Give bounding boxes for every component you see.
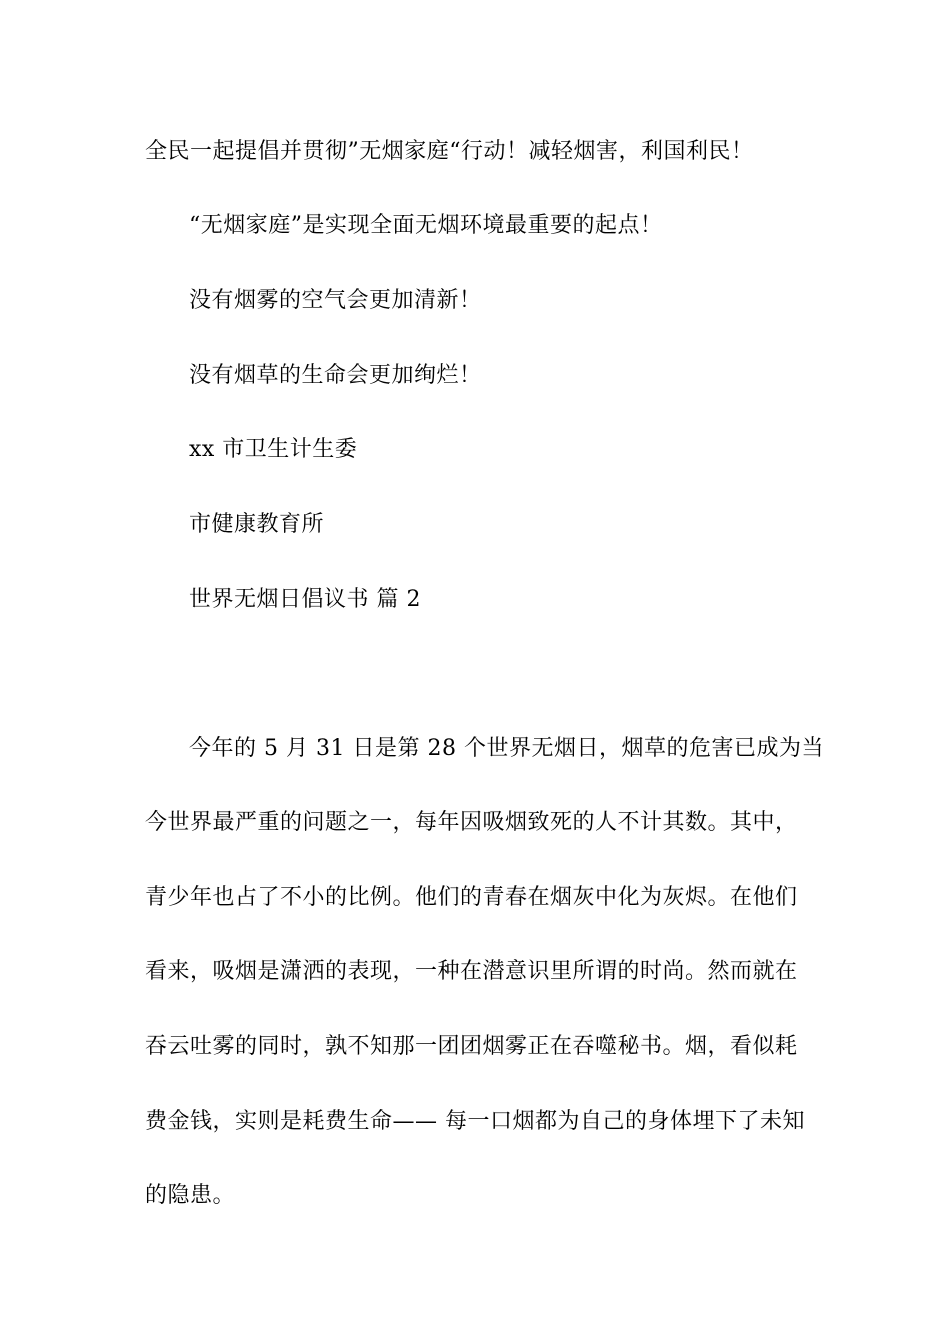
paragraph-2: “无烟家庭”是实现全面无烟环境最重要的起点！ bbox=[189, 213, 663, 238]
body-line: 青少年也占了不小的比例。他们的青春在烟灰中化为灰烬。在他们 bbox=[145, 885, 798, 910]
body-line: 看来，吸烟是潇洒的表现，一种在潜意识里所谓的时尚。然而就在 bbox=[145, 959, 798, 984]
paragraph-1-line-1: 全民一起提倡并贯彻”无烟家庭“行动！减轻烟害，利国利民！ bbox=[145, 139, 754, 164]
body-line: 今年的 5 月 31 日是第 28 个世界无烟日，烟草的危害已成为当 bbox=[189, 736, 824, 761]
paragraph-3: 没有烟雾的空气会更加清新！ bbox=[189, 288, 482, 313]
body-line: 费金钱，实则是耗费生命—— 每一口烟都为自己的身体埋下了未知 bbox=[145, 1109, 805, 1134]
signature-department: 市健康教育所 bbox=[189, 512, 325, 537]
section-heading: 世界无烟日倡议书 篇 2 bbox=[189, 587, 421, 612]
body-line: 吞云吐雾的同时，孰不知那一团团烟雾正在吞噬秘书。烟，看似耗 bbox=[145, 1034, 798, 1059]
signature-organization: xx 市卫生计生委 bbox=[189, 437, 358, 462]
body-line: 今世界最严重的问题之一，每年因吸烟致死的人不计其数。其中， bbox=[145, 810, 798, 835]
paragraph-4: 没有烟草的生命会更加绚烂！ bbox=[189, 363, 482, 388]
body-line: 的隐患。 bbox=[145, 1183, 236, 1208]
